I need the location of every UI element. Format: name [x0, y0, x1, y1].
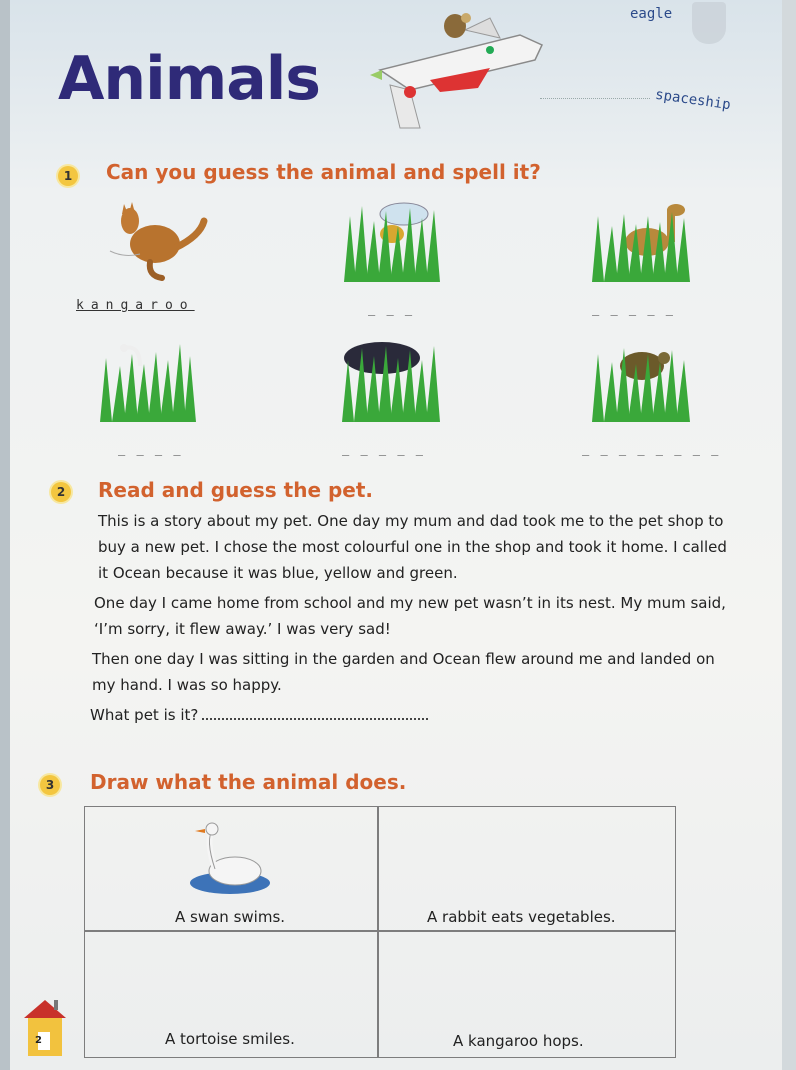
story-paragraph-2: One day I came home from school and my new pet wasn’t in its nest. My mum said, ‘I’m sorry, it flew away.’ I was very sad! [94, 594, 726, 638]
kangaroo-picture [100, 196, 210, 282]
crest-watermark [692, 2, 726, 44]
story-paragraph-3: Then one day I was sitting in the garden and Ocean flew around me and landed on my hand. I was so happy. [92, 650, 715, 694]
swan-in-grass-picture [100, 336, 198, 422]
pet-question-text: What pet is it? [90, 706, 199, 724]
bee-in-grass-picture [344, 196, 444, 282]
draw-cell-rabbit[interactable] [379, 807, 675, 930]
page-title: Animals [58, 44, 321, 114]
draw-cell-tortoise[interactable] [85, 932, 377, 1057]
draw-cell-swan[interactable] [85, 807, 377, 930]
caption-kangaroo: A kangaroo hops. [453, 1032, 584, 1050]
page-number: 2 [35, 1035, 42, 1046]
drawing-grid [84, 806, 676, 1058]
answer-kangaroo: kangaroo [76, 298, 195, 313]
section-3-heading: Draw what the animal does. [90, 770, 407, 794]
pet-answer-line[interactable] [202, 718, 428, 720]
caption-swan: A swan swims. [175, 908, 286, 926]
section-2-heading: Read and guess the pet. [98, 478, 374, 502]
blank-animal-3: _ _ _ _ _ [592, 302, 676, 316]
pet-question [90, 702, 740, 728]
section-3-badge: 3 [40, 775, 60, 795]
section-2-badge: 2 [51, 482, 71, 502]
page-right-edge [782, 0, 796, 1070]
page-number-house-icon [24, 996, 66, 1058]
story-paragraph-1: This is a story about my pet. One day my mum and dad took me to the pet shop to buy a new pet. I chose the most colourful one in the shop and took it home. I called it Ocean because it was blue, yellow and green. [98, 512, 727, 582]
blank-animal-5: _ _ _ _ _ [342, 442, 426, 456]
caption-tortoise: A tortoise smiles. [165, 1030, 295, 1048]
label-dotted-line [540, 98, 650, 99]
spaceship-label: spaceship [654, 86, 732, 114]
caption-rabbit: A rabbit eats vegetables. [427, 908, 616, 926]
story-text [90, 508, 740, 728]
blank-animal-4: _ _ _ _ [118, 442, 183, 456]
section-1-badge: 1 [58, 166, 78, 186]
spaceship-illustration [370, 10, 545, 130]
blank-animal-2: _ _ _ [368, 302, 415, 316]
tortoise-in-grass-picture [592, 336, 692, 422]
eagle-label: eagle [630, 6, 673, 22]
page-binding-edge [0, 0, 10, 1070]
camel-in-grass-picture [592, 196, 692, 282]
blank-animal-6: _ _ _ _ _ _ _ _ [582, 442, 721, 456]
draw-cell-kangaroo[interactable] [379, 932, 675, 1057]
rabbit-in-grass-picture [342, 336, 446, 422]
section-1-heading: Can you guess the animal and spell it? [106, 160, 541, 184]
